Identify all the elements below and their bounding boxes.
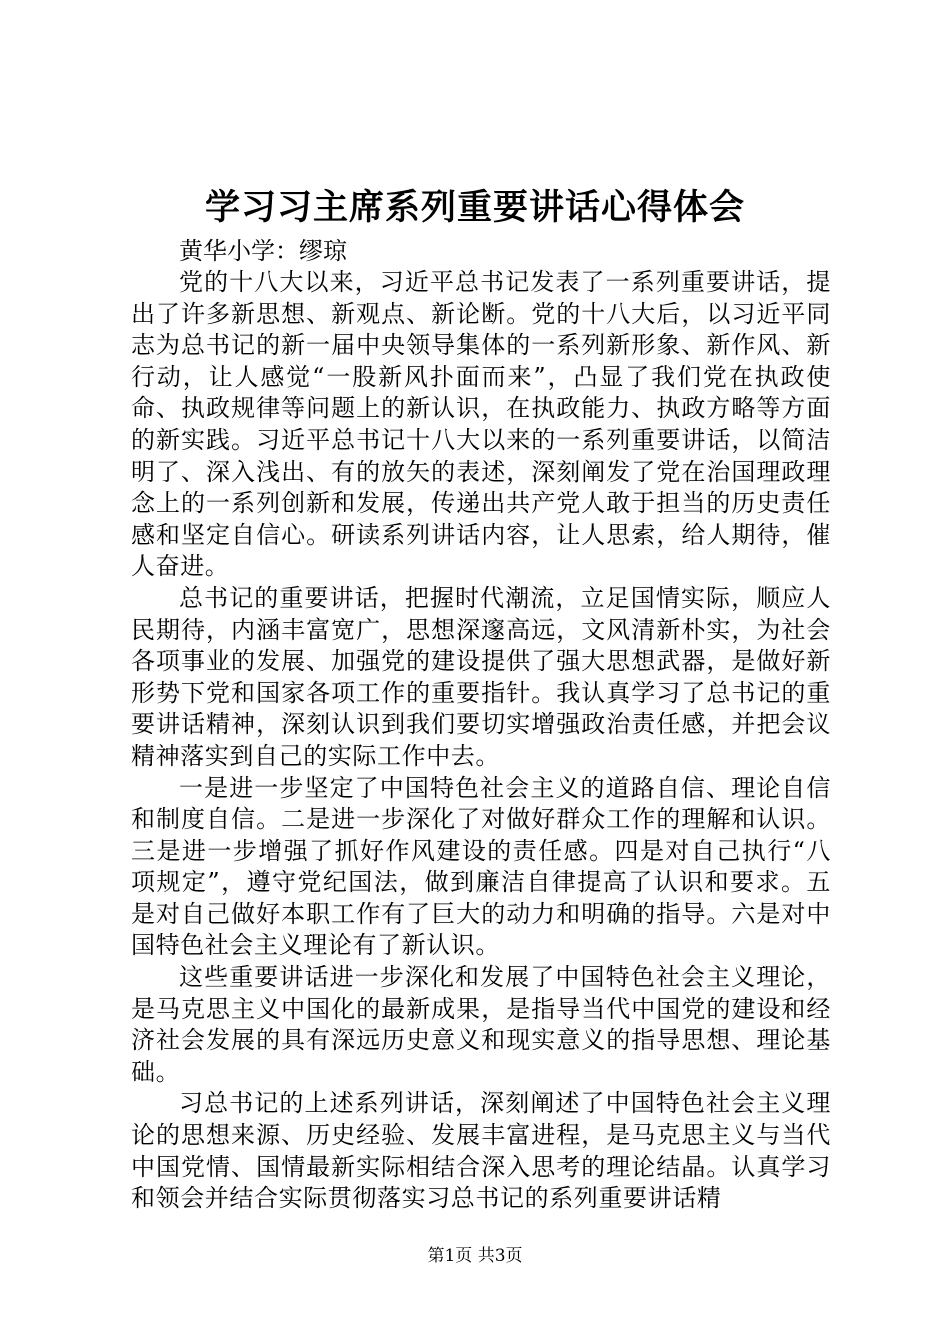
paragraph-3: 一是进一步坚定了中国特色社会主义的道路自信、理论自信和制度自信。二是进一步深化了对做好群众工作的理解和认识。三是进一步增强了抓好作风建设的责任感。四是对自己执行“八项规定”，遵守党纪国法，做到廉洁自律提高了认识和要求。五是对自己做好本职工作有了巨大的动力和明确的指导。六是对中国特色社会主义理论有了新认识。 <box>131 773 831 960</box>
document-body <box>131 236 831 1215</box>
author-line: 黄华小学：缪琼 <box>179 237 347 265</box>
paragraph-5: 习总书记的上述系列讲话，深刻阐述了中国特色社会主义理论的思想来源、历史经验、发展丰富进程，是马克思主义与当代中国党情、国情最新实际相结合深入思考的理论结晶。认真学习和领会并结合实际贯彻落实习总书记的系列重要讲话精 <box>131 1089 831 1213</box>
paragraph-2: 总书记的重要讲话，把握时代潮流，立足国情实际，顺应人民期待，内涵丰富宽广，思想深邃高远，文风清新朴实，为社会各项事业的发展、加强党的建设提供了强大思想武器，是做好新形势下党和国家各项工作的重要指针。我认真学习了总书记的重要讲话精神，深刻认识到我们要切实增强政治责任感，并把会议精神落实到自己的实际工作中去。 <box>131 583 831 770</box>
paragraph-4: 这些重要讲话进一步深化和发展了中国特色社会主义理论，是马克思主义中国化的最新成果，是指导当代中国党的建设和经济社会发展的具有深远历史意义和现实意义的指导思想、理论基础。 <box>131 963 831 1086</box>
document-title: 学习习主席系列重要讲话心得体会 <box>204 187 745 228</box>
page-footer: 第1页 共3页 <box>427 1246 523 1266</box>
paragraph-1: 党的十八大以来，习近平总书记发表了一系列重要讲话，提出了许多新思想、新观点、新论断。党的十八大后，以习近平同志为总书记的新一届中央领导集体的一系列新形象、新作风、新行动，让人感觉“一股新风扑面而来”，凸显了我们党在执政使命、执政规律等问题上的新认识，在执政能力、执政方略等方面的新实践。习近平总书记十八大以来的一系列重要讲话，以简洁明了、深入浅出、有的放矢的表述，深刻阐发了党在治国理政理念上的一系列创新和发展，传递出共产党人敢于担当的历史责任感和坚定自信心。研读系列讲话内容，让人思索，给人期待，催人奋进。 <box>131 268 831 581</box>
